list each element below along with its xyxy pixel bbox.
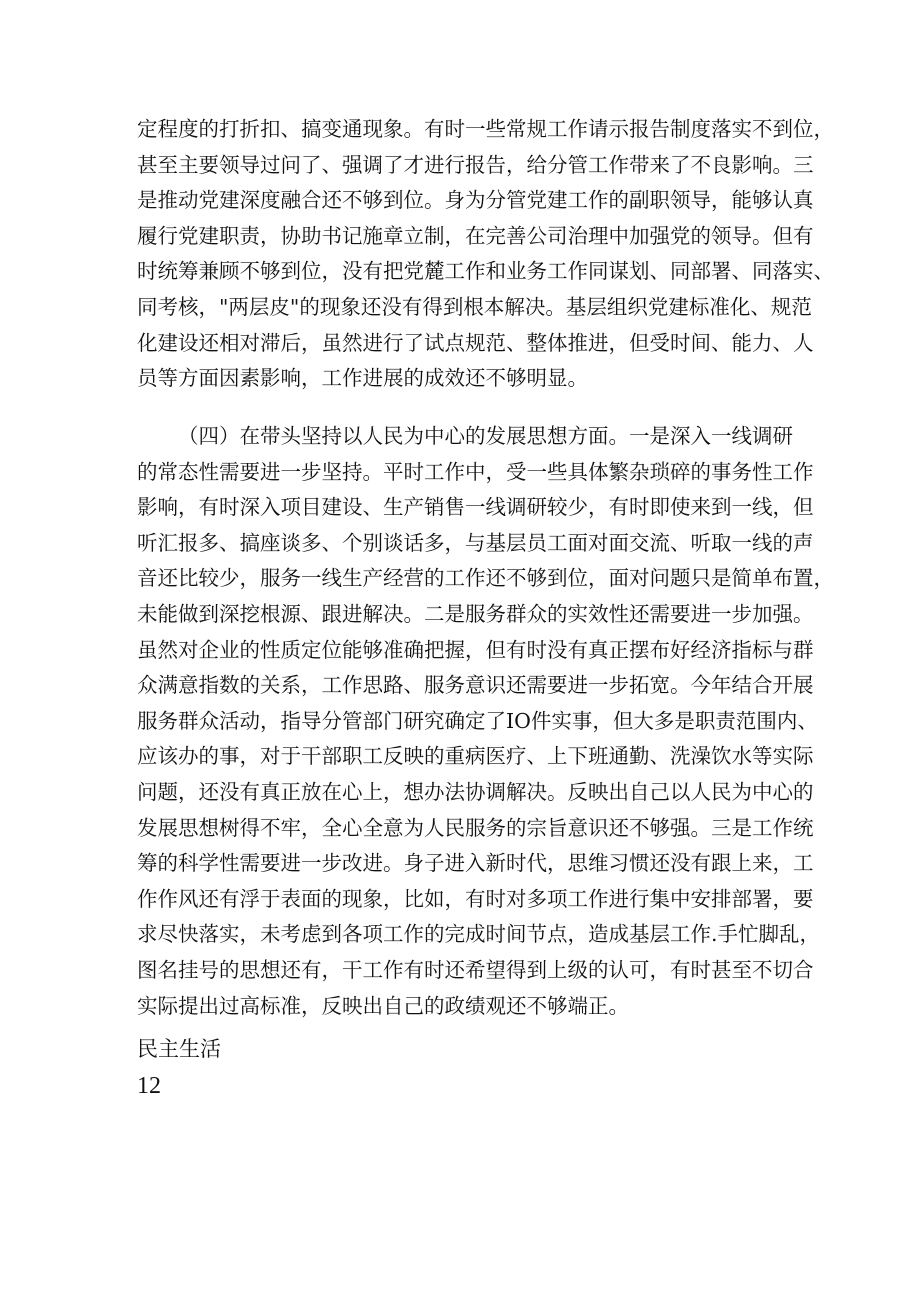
paragraph-line: 实际提出过高标准，反映出自己的政绩观还不够端正。 xyxy=(137,993,629,1018)
paragraph-line: 定程度的打折扣、搞变通现象。有时一些常规工作请示报告制度落实不到位， xyxy=(137,117,834,141)
paragraph-line: 虽然对企业的性质定位能够准确把握，但有时没有真正摆布好经济指标与群 xyxy=(137,637,814,662)
paragraph-line: 求尽快落实，未考虑到各项工作的完成时间节点，造成基层工作.手忙脚乱， xyxy=(137,922,821,947)
paragraph-line: 时统筹兼顾不够到位，没有把党麓工作和业务工作同谋划、同部署、同落实、 xyxy=(137,259,834,284)
paragraph-line: （四）在带头坚持以人民为中心的发展思想方面。一是深入一线调研 xyxy=(178,424,793,448)
paragraph-line: 音还比较少，服务一线生产经营的工作还不够到位，面对问题只是简单布置， xyxy=(137,566,834,591)
paragraph-line: 影响，有时深入项目建设、生产销售一线调研较少，有时即使来到一线，但 xyxy=(137,495,814,520)
paragraph-line: 履行党建职责，协助书记施章立制，在完善公司治理中加强党的领导。但有 xyxy=(137,223,814,248)
paragraph-line: 的常态性需要进一步坚持。平时工作中，受一些具体繁杂琐碎的事务性工作 xyxy=(137,459,814,484)
paragraph-line: 是推动党建深度融合还不够到位。身为分管党建工作的副职领导，能够认真 xyxy=(137,188,814,213)
paragraph-line: 问题，还没有真正放在心上，想办法协调解决。反映出自己以人民为中心的 xyxy=(137,779,814,804)
paragraph-line: 作作风还有浮于表面的现象，比如，有时对多项工作进行集中安排部署，要 xyxy=(137,886,814,911)
footer-label: 民主生活 xyxy=(137,1037,221,1061)
paragraph-line: 听汇报多、搞座谈多、个别谈话多，与基层员工面对面交流、听取一线的声 xyxy=(137,530,814,555)
paragraph-line: 筹的科学性需要进一步改进。身子进入新时代，思维习惯还没有跟上来，工 xyxy=(137,851,814,876)
paragraph-line: 同考核，"两层皮"的现象还没有得到根本解决。基层组织党建标准化、规范 xyxy=(137,294,812,319)
paragraph-line: 甚至主要领导过问了、强调了才进行报告，给分管工作带来了不良影响。三 xyxy=(137,152,814,177)
paragraph-line: 员等方面因素影响，工作进展的成效还不够明显。 xyxy=(137,366,588,391)
paragraph-party-building xyxy=(137,112,834,397)
paragraph-line: 服务群众活动，指导分管部门研究确定了IO件实事，但大多是职责范围内、 xyxy=(137,708,818,733)
paragraph-people-centered xyxy=(137,419,834,1024)
paragraph-line: 化建设还相对滞后，虽然进行了试点规范、整体推进，但受时间、能力、人 xyxy=(137,330,814,355)
paragraph-line: 图名挂号的思想还有，干工作有时还希望得到上级的认可，有时甚至不切合 xyxy=(137,957,814,982)
paragraph-line: 应该办的事，对于干部职工反映的重病医疗、上下班通勤、洗澡饮水等实际 xyxy=(137,744,814,769)
paragraph-line: 未能做到深挖根源、跟进解决。二是服务群众的实效性还需要进一步加强。 xyxy=(137,601,814,626)
paragraph-line: 众满意指数的关系，工作思路、服务意识还需要进一步拓宽。今年结合开展 xyxy=(137,673,814,698)
page-number: 12 xyxy=(137,1073,161,1099)
paragraph-line: 发展思想树得不牢，全心全意为人民服务的宗旨意识还不够强。三是工作统 xyxy=(137,815,814,840)
